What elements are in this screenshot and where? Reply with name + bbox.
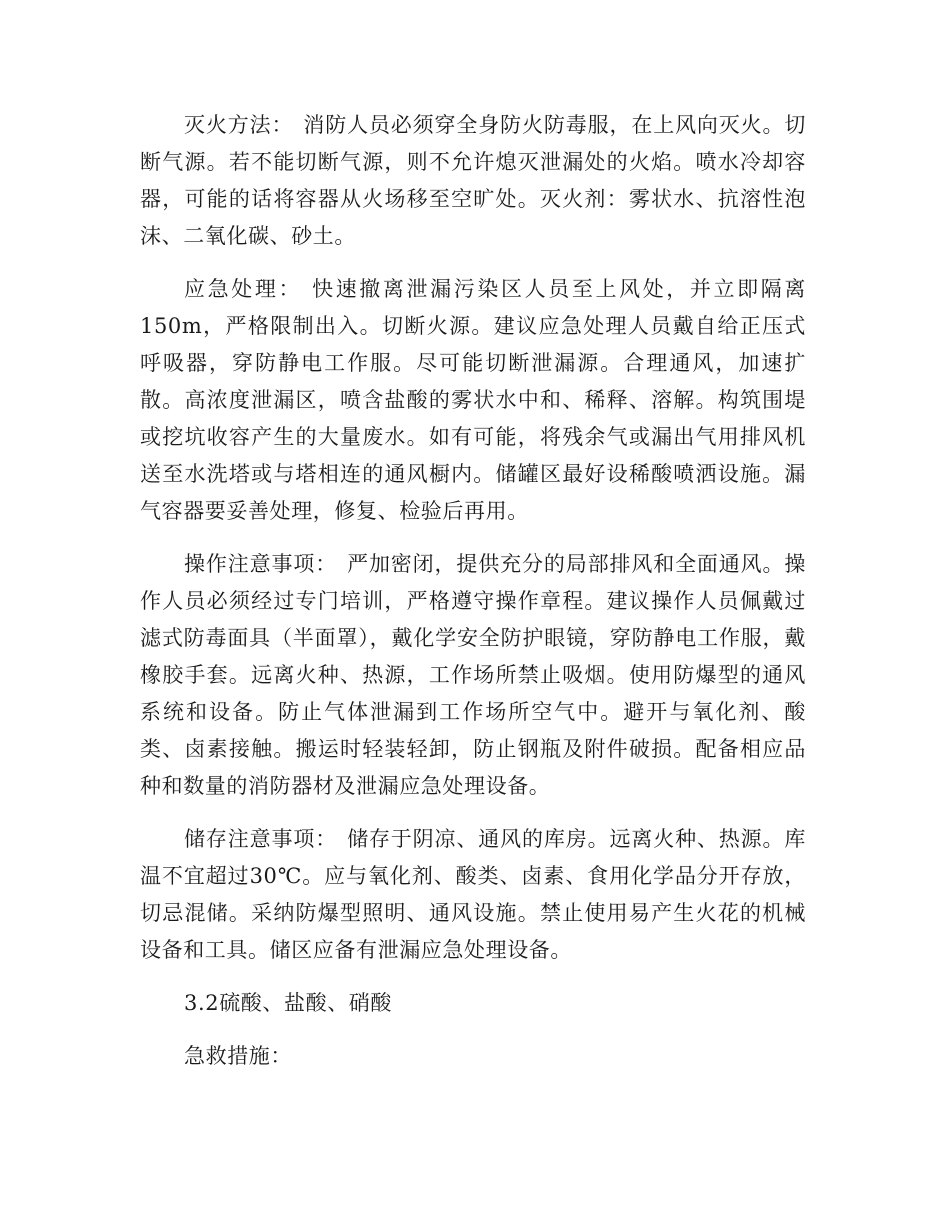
paragraph-text: 消防人员必须穿全身防火防毒服，在上风向灭火。切断气源。若不能切断气源，则不允许熄灭泄漏处的火焰。喷水冷却容器，可能的话将容器从火场移至空旷处。灭火剂：雾状水、抗溶性泡沫、二氧化碳、砂土。 [140,113,806,248]
paragraph-label: 应急处理： [184,277,303,301]
paragraph-storage-notes [140,821,806,969]
paragraph-text: 严加密闭，提供充分的局部排风和全面通风。操作人员必须经过专门培训，严格遵守操作章程。建议操作人员佩戴过滤式防毒面具（半面罩），戴化学安全防护眼镜，穿防静电工作服，戴橡胶手套。远离火种、热源，工作场所禁止吸烟。使用防爆型的通风系统和设备。防止气体泄漏到工作场所空气中。避开与氧化剂、酸类、卤素接触。搬运时轻装轻卸，防止钢瓶及附件破损。配备相应品种和数量的消防器材及泄漏应急处理设备。 [140,552,807,798]
sub-heading: 急救措施： [184,1044,292,1068]
paragraph-label: 灭火方法： [184,113,294,137]
paragraph-label: 储存注意事项： [184,827,338,851]
paragraph-operation-notes [140,546,806,805]
document-body [140,107,806,1091]
paragraph-label: 操作注意事项： [184,552,338,576]
paragraph-text: 储存于阴凉、通风的库房。远离火种、热源。库温不宜超过30℃。应与氧化剂、酸类、卤素、食用化学品分开存放，切忌混储。采纳防爆型照明、通风设施。禁止使用易产生火花的机械设备和工具。储区应备有泄漏应急处理设备。 [140,827,807,962]
paragraph-fire-fighting [140,107,806,255]
paragraph-emergency-handling [140,271,806,530]
section-heading: 3.2硫酸、盐酸、硝酸 [184,991,392,1015]
paragraph-text: 快速撤离泄漏污染区人员至上风处，并立即隔离150m，严格限制出入。切断火源。建议应急处理人员戴自给正压式呼吸器，穿防静电工作服。尽可能切断泄漏源。合理通风，加速扩散。高浓度泄漏区，喷含盐酸的雾状水中和、稀释、溶解。构筑围堤或挖坑收容产生的大量废水。如有可能，将残余气或漏出气用排风机送至水洗塔或与塔相连的通风橱内。储罐区最好设稀酸喷洒设施。漏气容器要妥善处理，修复、检验后再用。 [140,277,806,523]
